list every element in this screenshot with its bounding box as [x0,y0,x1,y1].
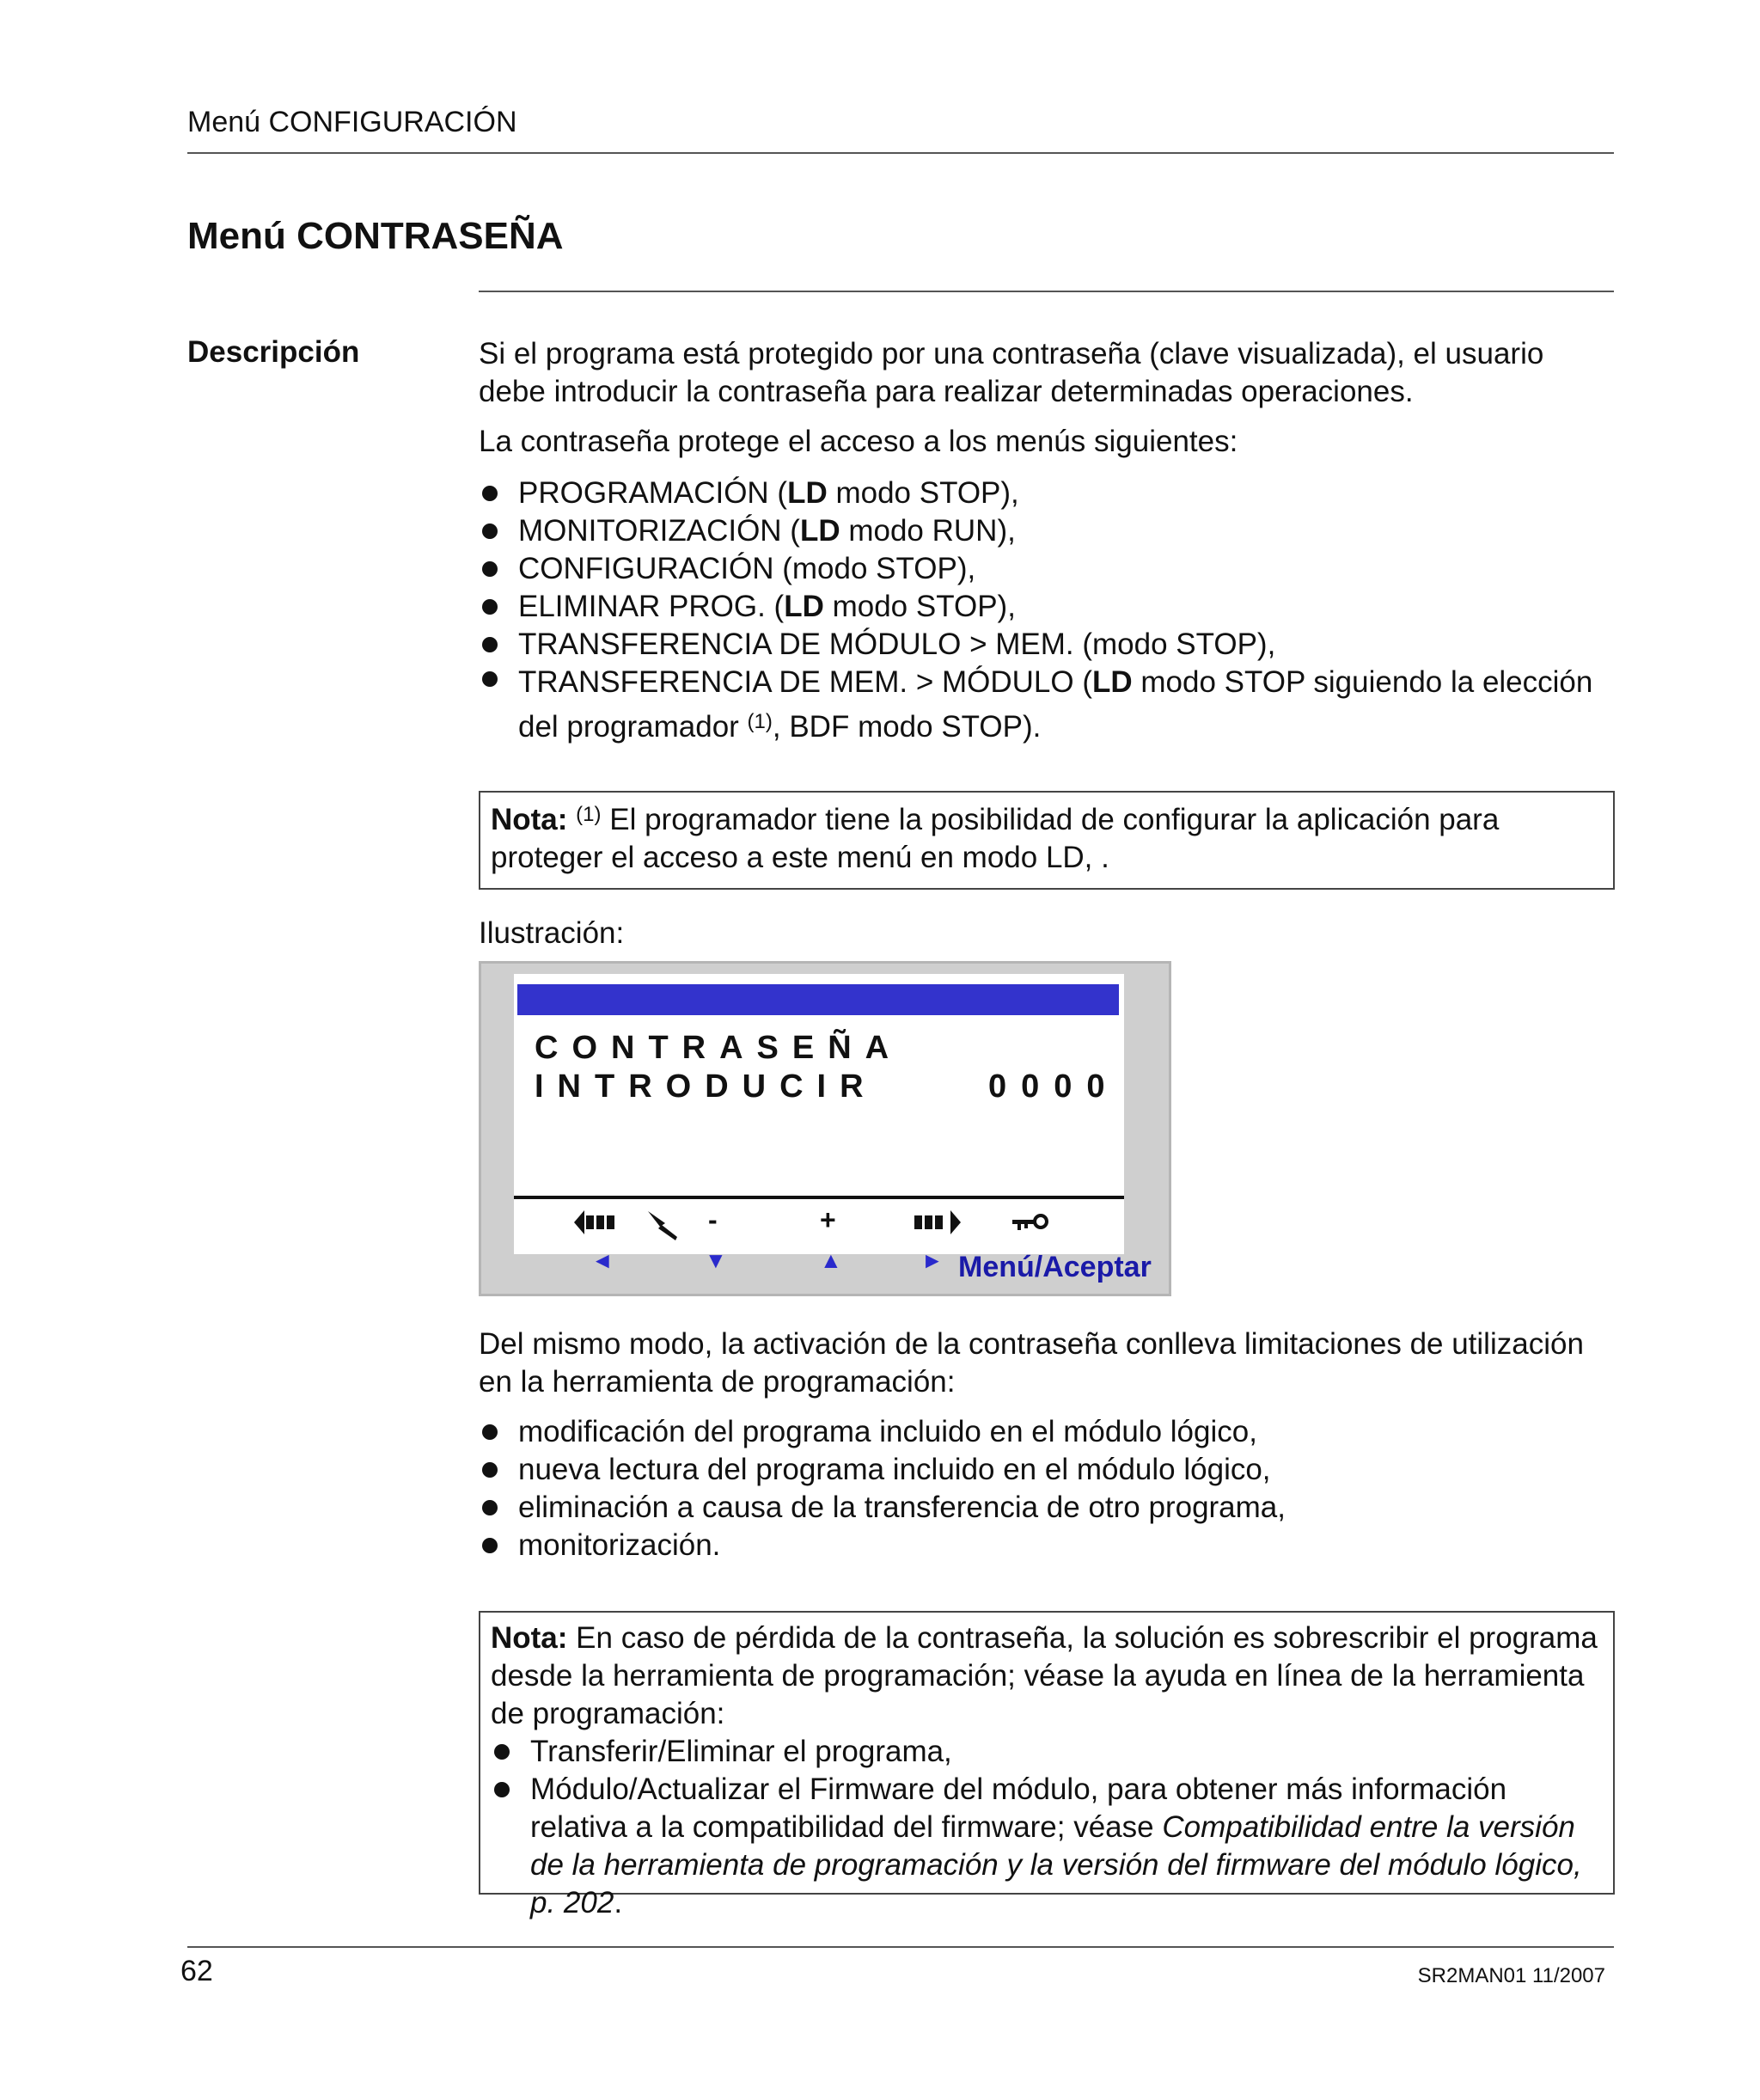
bullet-icon [494,1744,510,1760]
list-item: MONITORIZACIÓN (LD modo RUN), [479,512,1613,550]
footer-rule [187,1946,1614,1948]
note-text: El programador tiene la posibilidad de configurar la aplicación para proteger el acceso a este menú en modo LD, . [491,803,1500,874]
bullet-icon [482,1424,498,1440]
move-right-icon [913,1208,961,1237]
nav-up-icon: ▲ [820,1247,842,1273]
header-rule [187,152,1614,154]
nav-right-icon: ► [921,1247,944,1273]
note-label: Nota: [491,803,568,836]
minus-symbol: - [708,1204,718,1235]
illustration-label: Ilustración: [479,916,625,950]
lcd-screen-title: CONTRASEÑA [535,1030,903,1066]
list-item: modificación del programa incluido en el módulo lógico, [479,1413,1613,1451]
bullet-icon [482,1538,498,1553]
bullet-icon [482,599,498,615]
lcd-display-figure [479,961,1171,1296]
outro-paragraph: Del mismo modo, la activación de la contraseña conlleva limitaciones de utilización en la herramienta de programación: [479,1327,1584,1399]
lcd-password-value: 0000 [988,1068,1120,1105]
link-diagonal-icon [645,1208,681,1242]
section-title: Menú CONTRASEÑA [187,215,564,257]
lcd-title-bar [517,984,1119,1015]
bullet-icon [482,1500,498,1515]
note-footnote-marker: (1) [576,803,602,826]
limitations-list [479,1413,1613,1564]
intro-paragraph: Si el programa está protegido por una contraseña (clave visualizada), el usuario debe introducir la contraseña para realizar determinadas operaciones. [479,337,1544,408]
list-item: ELIMINAR PROG. (LD modo STOP), [479,588,1613,626]
list-item: monitorización. [479,1527,1613,1564]
note-box-1 [479,791,1615,890]
note-box-2 [479,1611,1615,1919]
bullet-icon [494,1782,510,1797]
bullet-icon [482,486,498,501]
lcd-screen [514,974,1124,1254]
intro-paragraph-2: La contraseña protege el acceso a los menús siguientes: [479,425,1238,458]
bullet-icon [482,671,498,687]
document-code: SR2MAN01 11/2007 [1417,1964,1605,1987]
bullet-icon [482,637,498,652]
lcd-divider [514,1196,1124,1199]
move-left-icon [574,1208,622,1237]
page-number: 62 [180,1955,213,1987]
note-label: Nota: [491,1621,568,1655]
list-item: Transferir/Eliminar el programa, [491,1733,1603,1771]
protected-menus-list [479,474,1613,750]
bullet-icon [482,1462,498,1478]
menu-accept-label: Menú/Aceptar [958,1251,1152,1283]
list-item: PROGRAMACIÓN (LD modo STOP), [479,474,1613,512]
list-item: eliminación a causa de la transferencia de otro programa, [479,1489,1613,1527]
nav-down-icon: ▼ [705,1247,727,1273]
bullet-icon [482,523,498,539]
note-paragraph: Nota: En caso de pérdida de la contraseña, la solución es sobrescribir el programa desde la herramienta de programación; véase la ayuda en línea de la herramienta de programación: [491,1621,1598,1730]
cross-reference: Compatibilidad entre la versión de la herramienta de programación y la versión del firmware del módulo lógico, p. 202 [530,1810,1582,1919]
section-rule [479,291,1614,292]
description-label: Descripción [187,335,360,369]
list-item: nueva lectura del programa incluido en el módulo lógico, [479,1451,1613,1489]
nav-left-icon: ◄ [591,1247,614,1273]
note-list [491,1733,1603,1922]
running-header: Menú CONFIGURACIÓN [187,106,517,138]
list-item: CONFIGURACIÓN (modo STOP), [479,550,1613,588]
lcd-prompt: INTRODUCIR [535,1068,877,1105]
key-icon [1012,1213,1050,1234]
list-item: TRANSFERENCIA DE MÓDULO > MEM. (modo STOP), [479,626,1613,664]
bullet-icon [482,561,498,577]
plus-symbol: + [820,1204,836,1235]
list-item: TRANSFERENCIA DE MEM. > MÓDULO (LD modo STOP siguiendo la elección del programador $^{(1)}$, BDF modo STOP). [479,660,1613,750]
list-item: Módulo/Actualizar el Firmware del módulo, para obtener más información relativa a la compatibilidad del firmware; véase Compatibilidad entre la versión de la herramienta de programación y la versión del firmware del módulo lógico, p. 202. [491,1771,1603,1922]
